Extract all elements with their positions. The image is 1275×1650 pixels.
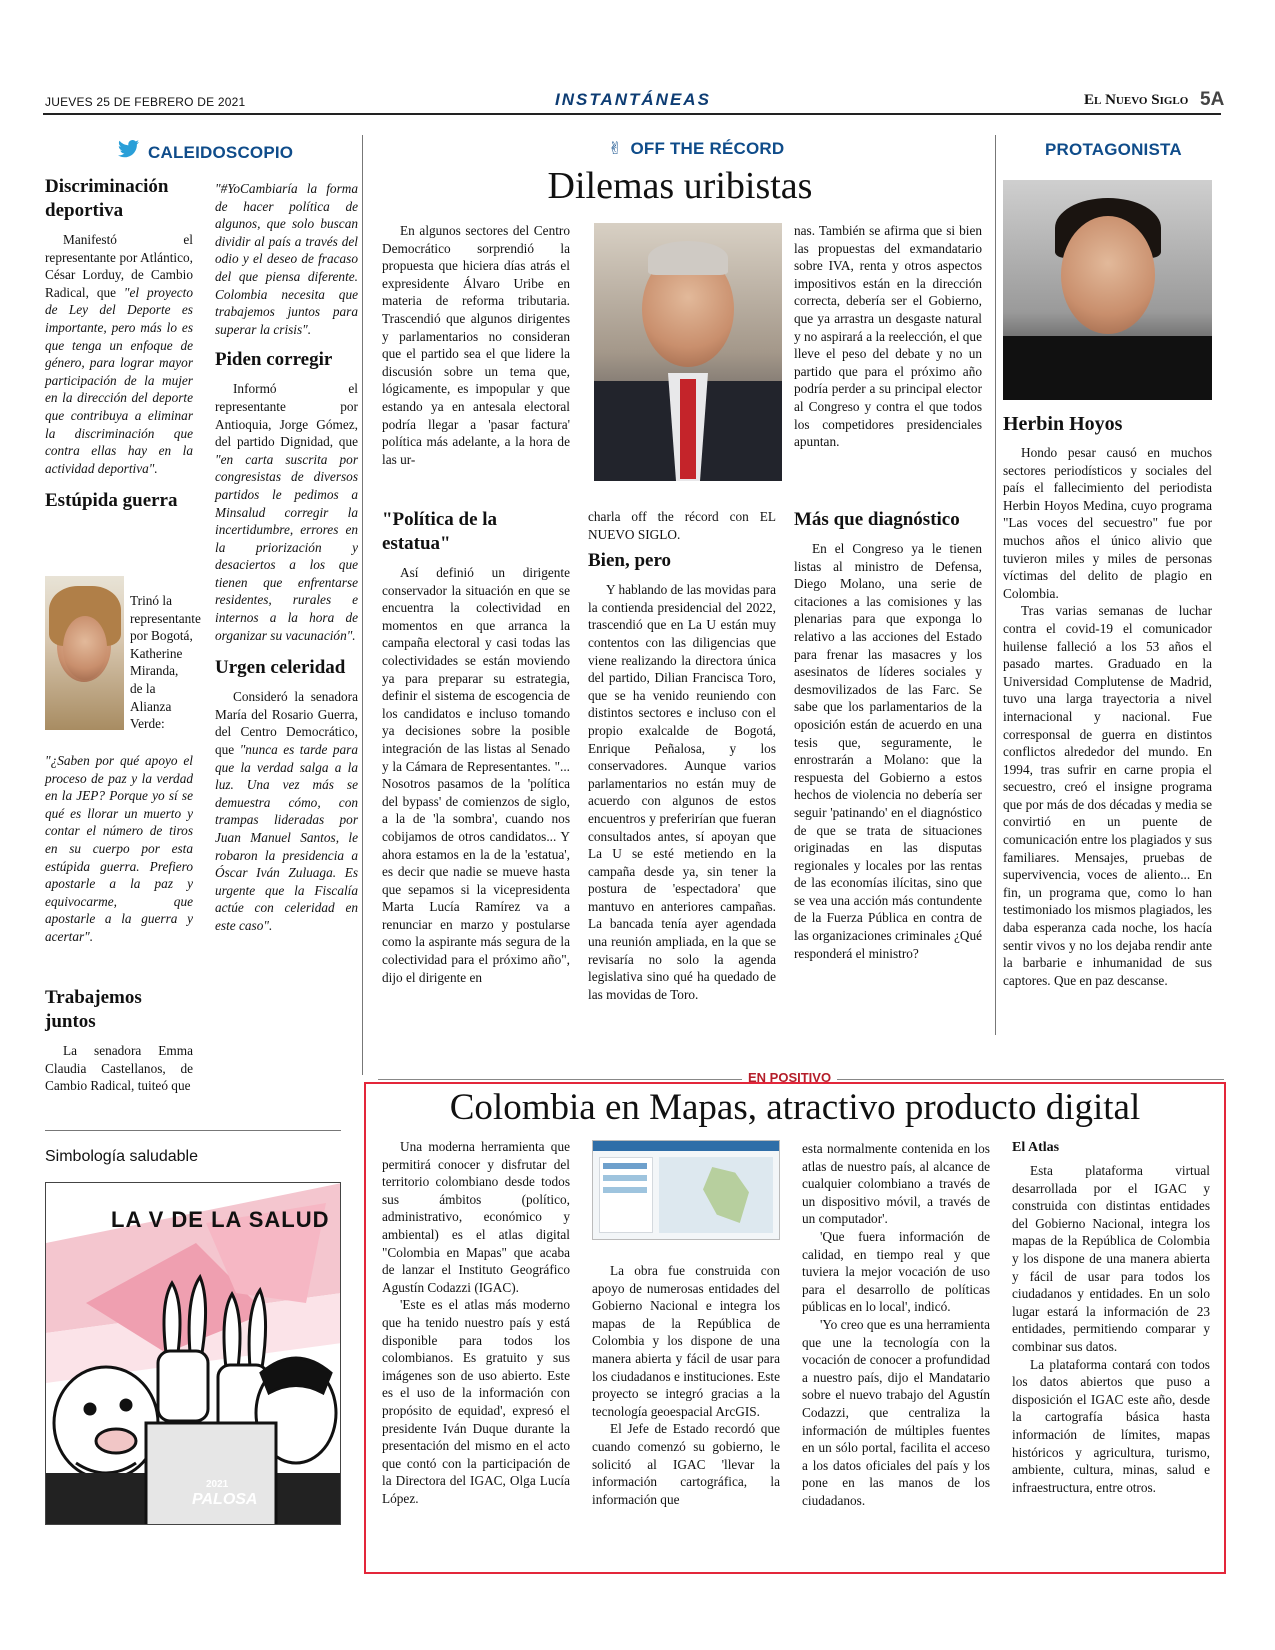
paragraph	[45, 752, 193, 946]
article-title: Colombia en Mapas, atractivo producto digital	[449, 1087, 1141, 1128]
paragraph: Hondo pesar causó en muchos sectores periodísticos y sociales del país el fallecimiento del periodista Herbin Hoyos Medina, cuyo programa "Las voces del secuestro" fue por muchos años el único alivio que tuvieron miles y miles de personas víctimas del delito de plagio en Colombia.	[1003, 445, 1212, 601]
paragraph-lead: Consideró la senadora María del Rosario Guerra, del Centro Democrático, que	[215, 689, 358, 758]
paragraph	[382, 1138, 570, 1507]
paragraph-text: esta normalmente contenida en los atlas de nuestro país, al alcance de cualquier colombiano a través de un dispositivo móvil, a través de un computador'.	[802, 1141, 990, 1227]
paragraph-quote: "¿Saben por qué apoyo el proceso de paz y la verdad en la JEP? Porque yo sí se qué es llorar un muerto y contar el número de tiros en su cuerpo por esta estúpida guerra. Prefiero apostarle a la paz y equivocarme, que apostarle a la guerra y acertar".	[45, 753, 193, 944]
newspaper-name: El Nuevo Siglo	[1084, 92, 1189, 108]
article-title: Dilemas uribistas	[547, 165, 813, 207]
kicker-label: CALEIDOSCOPIO	[148, 143, 294, 162]
atlas-screenshot-image	[592, 1140, 780, 1240]
heading-mas-que-diagnostico: Más que diagnóstico	[794, 509, 960, 530]
paragraph-lead: Informó el representante por Antioquia, Jorge Gómez, del partido Dignidad, que	[215, 381, 358, 450]
paragraph-text: El Jefe de Estado recordó que cuando comenzó su gobierno, le solicitó al IGAC 'llevar la información cartográfica, la información que	[592, 1421, 780, 1507]
paragraph	[45, 231, 193, 477]
column-divider	[362, 135, 363, 1075]
paragraph-text: La obra fue construida con apoyo de numerosas entidades del Gobierno Nacional e integra los mapas de la República de Colombia y los dispone de una manera abierta y fácil de usar para los ciudadanos e instituciones. Este proyecto se integró gracias a la tecnología geoespacial ArcGIS.	[592, 1263, 780, 1419]
page-number: 5A	[1200, 89, 1225, 110]
paragraph-text: En algunos sectores del Centro Democrático sorprendió la propuesta que hiciera días atrás el expresidente Álvaro Uribe en materia de reforma tributaria. Trascendió que algunos dirigentes y parlamentarios no consideran que el partido sea el que lidere la discusión sobre un tema que, lógicamente, es impopular y que estando ya en antesala electoral podría llegar a 'pasar factura' política más adelante, a la hora de las ur-	[382, 223, 570, 467]
paragraph	[802, 1140, 990, 1509]
enpositivo-label: EN POSITIVO	[742, 1070, 837, 1085]
issue-date: JUEVES 25 DE FEBRERO DE 2021	[45, 95, 246, 109]
column-divider	[995, 135, 996, 1035]
paragraph	[215, 688, 358, 934]
paragraph-text: 'Este es el atlas más moderno que ha tenido nuestro país y está disponible para todos los colombianos. Es gratuito y sus imágenes son de uso abierto. Este es el uso de la información con propósito de equidad', expresó el presidente Iván Duque durante la presentación del mismo en el acto que contó con la participación de la Directora del IGAC, Olga Lucía López.	[382, 1297, 570, 1506]
cartoon-illustration	[45, 1182, 341, 1525]
heading-trabajemos: Trabajemos juntos	[45, 987, 142, 1032]
cartoon-title: LA V DE LA SALUD	[111, 1207, 330, 1232]
paragraph	[592, 1262, 780, 1508]
cartoon-caption: Simbología saludable	[45, 1148, 198, 1165]
cartoonist-signature: PALOSA	[192, 1491, 258, 1508]
protagonista-kicker: PROTAGONISTA	[1045, 140, 1182, 159]
paragraph-text: nas. También se afirma que si bien las propuestas del exmandatario sobre IVA, renta y otros aspectos impositivos están en la dirección correcta, debería ser el Gobierno, que ya arrastra un desgaste natural y no aspirará a la reelección, el que lleve el peso del debate y no un partido que para el próximo año podría perder a su principal elector al Congreso y contra el que todos los competidores presidenciales apuntan.	[794, 223, 982, 450]
paragraph-text: 'Yo creo que es una herramienta que une la tecnología con la vocación de conocer a profundidad a nuestro país, dijo el Mandatario sobre el nuevo trabajo del Agustín Codazzi, que centraliza la información de múltiples fuentes en un sólo portal, facilita el acceso a los datos oficiales del país y los pone en las manos de los ciudadanos.	[802, 1316, 990, 1508]
paragraph-lead: Trinó la representante por Bogotá, Katherine Miranda, de la Alianza Verde:	[130, 593, 201, 732]
paragraph: Así definió un dirigente conservador la situación en que se encuentra la colectividad en momentos en que arranca la campaña electoral y casi todas las colectividades se están moviendo ya para preparar su estrategia, definir el sistema de escogencia de los candidatos e incluso tomando ya decisiones sobre la posible integración de las listas al Senado y la Cámara de Representantes. "... Nosotros pasamos de la 'política del bypass' de comienzos de siglo, a la de 'la sombra', cuando nos cobijamos de otros candidatos... Y ahora estamos en la de la 'estatua', es decir que nadie se mueve hasta que sepamos si la vicepresidenta Marta Lucía Ramírez va a renunciar en marzo y postularse como la aspirante más segura de la colectividad para el próximo año", dijo el dirigente en	[382, 565, 570, 985]
paragraph	[215, 380, 358, 644]
twitter-bird-icon	[118, 140, 140, 163]
paragraph-text: Una moderna herramienta que permitirá conocer y disfrutar del territorio colombiano desde todos sus ámbitos (político, administrativo, económico y ambiental) es el atlas digital "Colombia en Mapas" que acaba de lanzar el Instituto Geográfico Agustín Codazzi (IGAC).	[382, 1139, 570, 1295]
protagonist-name: Herbin Hoyos	[1003, 413, 1123, 435]
paragraph	[794, 222, 982, 451]
paragraph-lead: Manifestó el representante por Atlántico, César Lorduy, de Cambio Radical, que	[45, 232, 193, 300]
header-rule	[43, 113, 1221, 115]
cartoon-top-rule	[45, 1130, 341, 1131]
paragraph	[382, 222, 570, 468]
paragraph: La plataforma contará con todos los datos abiertos que puso a disposición el IGAC este año, desde la cartografía básica hasta información de límites, mapas históricos y agricultura, turismo, ambiente, cultura, minas, salud e infraestructura, entre otros.	[1012, 1356, 1210, 1495]
paragraph: Tras varias semanas de luchar contra el covid-19 el comunicador huilense falleció a los 53 años el pasado martes. Graduado en la Universidad Complutense de Madrid, tuvo una larga trayectoria a nivel internacional y nacional. Fue corresponsal de guerra en distintos conflictos alrededor del mundo. En 1994, tras sufrir en carne propia el secuestro, creó el insigne programa que por más de dos décadas y media se convirtió en un puente de comunicación entre los plagiados y sus familiares. Mensajes, pruebas de supervivencia, voces de aliento... En fin, un programa que, como lo han testimoniado los mismos plagiados, les daba esperanza cada noche, los hacía sentir vivos y no los dejaba rendir ante la barbarie e inhumanidad de sus captores. Que en paz descanse.	[1003, 603, 1212, 988]
katherine-miranda-photo	[45, 576, 124, 730]
paragraph: Esta plataforma virtual desarrollada por el IGAC y construida con distintas entidades del Gobierno Nacional, integra los mapas de la República de Colombia y los dispone de una manera abierta y fácil de usar para todos los ciudadanos y entidades. En un solo lugar estará la información de 23 entidades, permitiendo comparar y combinar sus datos.	[1012, 1163, 1210, 1354]
paragraph-quote: "#YoCambiaría la forma de hacer política de algunos, que solo buscan dividir al país a través del odio y el deseo de fracaso del que piensa diferente. Colombia necesita que trabajemos juntos para superar la crisis".	[215, 181, 358, 337]
heading-discriminacion: Discriminación deportiva	[45, 176, 169, 221]
paragraph: charla off the récord con EL NUEVO SIGLO.	[588, 509, 776, 542]
paragraph: En el Congreso ya le tienen listas al ministro de Defensa, Diego Molano, una serie de citaciones a las comisiones y las plenarias para que exponga lo relativo a las acciones del Estado para frenar las masacres y los asesinatos de líderes sociales y desmovilizados de las Farc. Se sabe que los parlamentarios de la oposición están de acuerdo en una tesis que, seguramente, le enrostrarán a Molano: que la respuesta del Gobierno a estos hechos de violencia no debería ser seguir 'patinando' en el diagnóstico de que se trata de situaciones originadas en las disputas regionales y locales por las rentas de las economías ilícitas, sino que se vea una acción más contundente de la Fuerza Pública en contra de las organizaciones criminales ¿Qué responderá el ministro?	[794, 541, 982, 961]
victory-hand-icon: ✌	[608, 139, 623, 158]
heading-bien-pero: Bien, pero	[588, 550, 672, 572]
paragraph: Y hablando de las movidas para la contienda presidencial del 2022, trascendió que en La U están muy contentos con las diligencias que viene realizando la directora única del partido, Dilian Francisca Toro, que se ha venido reuniendo con distintos sectores e incluso con el propio exalcalde de Bogotá, Enrique Peñalosa, y los conservadores. Aunque varios parlamentarios no están muy de acuerdo con algunos de estos encuentros y preferirían que fueran consultados antes, sí apoyan que La U se esté metiendo en la campaña desde ya, sin tener la postura de 'espectadora' que mantuvo en anteriores campañas. La bancada tenía ayer agendada una reunión ampliada, en la que se revisaría no solo la agenda legislativa sino qué ha quedado de las movidas de Toro.	[588, 582, 776, 1002]
paragraph-quote: "en carta suscrita por congresistas de diversos partidos le pedimos a Minsalud corregir la incertidumbre, errores en la priorización y desaciertos a los que tienen que enfrentarse residentes, rurales e internos a la hora de organizar su vacunación".	[215, 451, 358, 643]
paragraph-text: 'Que fuera información de calidad, en tiempo real y que tuviera la mejor vocación de uso para el desarrollo de políticas públicas en lo local', indicó.	[802, 1228, 990, 1315]
paragraph-quote: "el proyecto de Ley del Deporte es importante, pero más lo es que tenga un enfoque de género, para lograr mayor participación de la mujer en la dirección del deporte que contribuya a eliminar la discriminación que contra ellas hay en la actividad deportiva".	[45, 284, 193, 476]
heading-urgen-celeridad: Urgen celeridad	[215, 657, 346, 679]
offrecord-kicker	[608, 139, 784, 159]
cartoon-year: 2021	[206, 1479, 229, 1490]
heading-politica-estatua: "Política de la estatua"	[382, 509, 498, 554]
paragraph: La senadora Emma Claudia Castellanos, de Cambio Radical, tuiteó que	[45, 1043, 193, 1094]
heading-el-atlas: El Atlas	[1012, 1140, 1060, 1155]
kicker-label: OFF THE RÉCORD	[630, 139, 785, 158]
caleidoscopio-kicker	[118, 140, 293, 163]
heading-piden-corregir: Piden corregir	[215, 349, 333, 371]
heading-estupida-guerra: Estúpida guerra	[45, 490, 178, 512]
alvaro-uribe-photo	[594, 223, 782, 481]
section-title: INSTANTÁNEAS	[555, 90, 711, 109]
paragraph	[130, 592, 201, 733]
herbin-hoyos-photo	[1003, 180, 1212, 400]
paragraph-quote: "nunca es tarde para que la verdad salga a la luz. Una vez más se demuestra cómo, con trampas lideradas por Juan Manuel Santos, le robaron la presidencia a Óscar Iván Zuluaga. Es urgente que la Fiscalía actúe con celeridad en este caso".	[215, 742, 358, 933]
